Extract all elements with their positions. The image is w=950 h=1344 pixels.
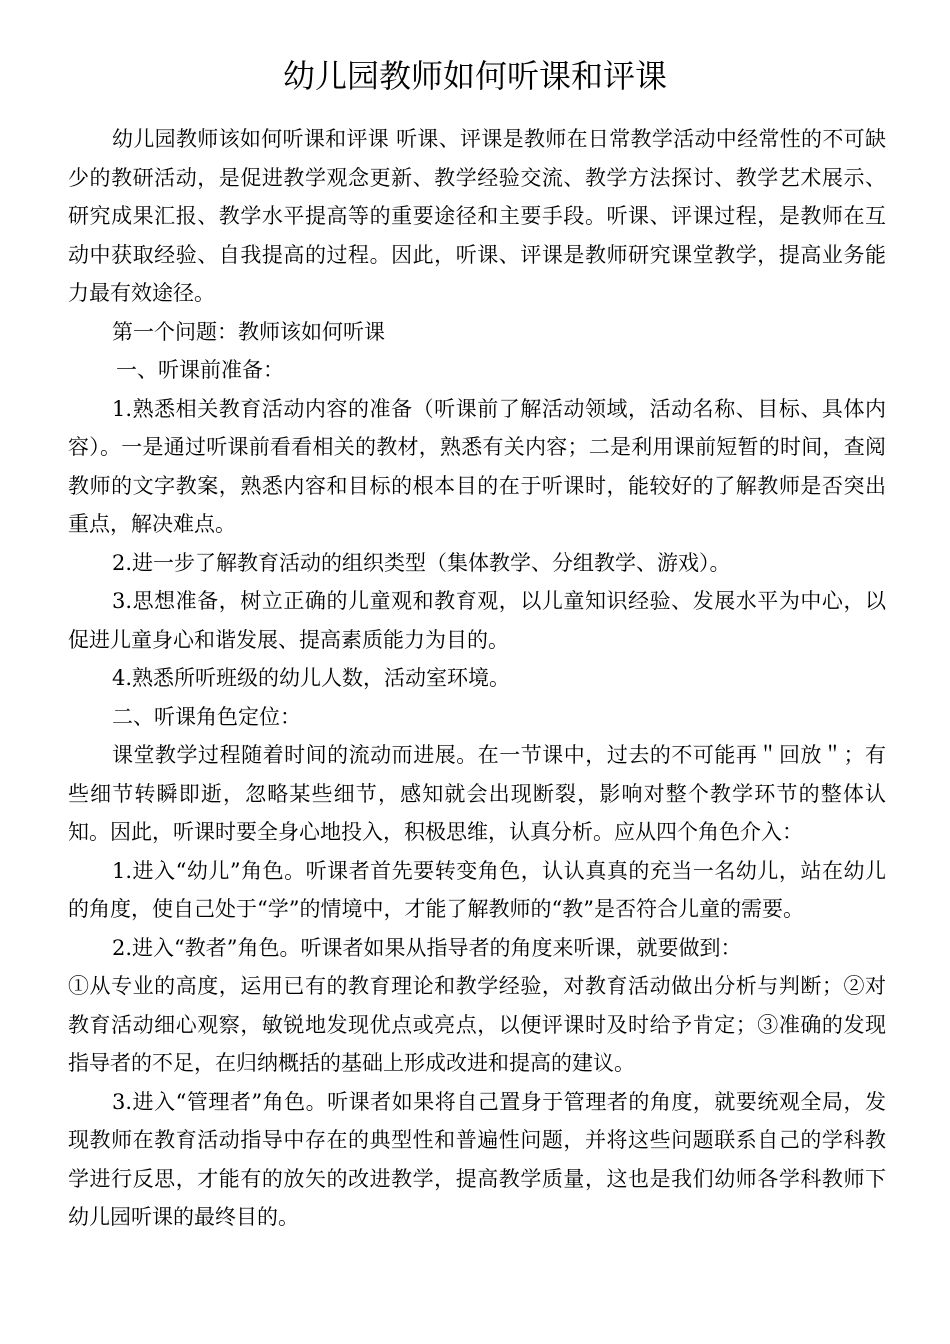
subheading-preparation: 一、听课前准备：	[116, 358, 284, 382]
section-heading-question-1: 第一个问题：教师该如何听课	[112, 319, 385, 344]
list-item-2: 2.进一步了解教育活动的组织类型（集体教学、分组教学、游戏）。	[112, 550, 731, 575]
list-item-4: 4.熟悉所听班级的幼儿人数，活动室环境。	[112, 666, 511, 690]
role-item-child: 1.进入“幼儿”角色。听课者首先要转变角色，认认真真的充当一名幼儿，站在幼儿的角度，使自己处于“学”的情境中，才能了解教师的“教”是否符合儿童的需要。	[68, 858, 886, 921]
document-body	[68, 120, 886, 1237]
role-item-teacher: 2.进入“教者”角色。听课者如果从指导者的角度来听课，就要做到：	[112, 935, 742, 960]
document-title: 幼儿园教师如何听课和评课	[282, 57, 667, 95]
role-intro-paragraph: 课堂教学过程随着时间的流动而进展。在一节课中，过去的不可能再＂回放＂；有些细节转瞬即逝，忽略某些细节，感知就会出现断裂，影响对整个教学环节的整体认知。因此，听课时要全身心地投入，积极思维，认真分析。应从四个角色介入：	[68, 743, 886, 844]
list-item-1: 1.熟悉相关教育活动内容的准备（听课前了解活动领域，活动名称、目标、具体内容）。一是通过听课前看看相关的教材，熟悉有关内容；二是利用课前短暂的时间，查阅教师的文字教案，熟悉内容和目标的根本目的在于听课时，能较好的了解教师是否突出重点，解决难点。	[68, 396, 886, 536]
role-teacher-details: ①从专业的高度，运用已有的教育理论和教学经验，对教育活动做出分析与判断；②对教育活动细心观察，敏锐地发现优点或亮点，以便评课时及时给予肯定；③准确的发现指导者的不足，在归纳概括的基础上形成改进和提高的建议。	[68, 974, 886, 1075]
role-item-manager: 3.进入“管理者”角色。听课者如果将自己置身于管理者的角度，就要统观全局，发现教师在教育活动指导中存在的典型性和普遍性问题，并将这些问题联系自己的学科教学进行反思，才能有的放矢的改进教学，提高教学质量，这也是我们幼师各学科教师下幼儿园听课的最终目的。	[68, 1089, 886, 1229]
list-item-3: 3.思想准备，树立正确的儿童观和教育观，以儿童知识经验、发展水平为中心，以促进儿童身心和谐发展、提高素质能力为目的。	[68, 589, 886, 652]
intro-paragraph: 幼儿园教师该如何听课和评课 听课、评课是教师在日常教学活动中经常性的不可缺少的教研活动，是促进教学观念更新、教学经验交流、教学方法探讨、教学艺术展示、研究成果汇报、教学水平提高等的重要途径和主要手段。听课、评课过程，是教师在互动中获取经验、自我提高的过程。因此，听课、评课是教师研究课堂教学，提高业务能力最有效途径。	[68, 127, 886, 305]
subheading-role-positioning: 二、听课角色定位：	[112, 704, 301, 729]
